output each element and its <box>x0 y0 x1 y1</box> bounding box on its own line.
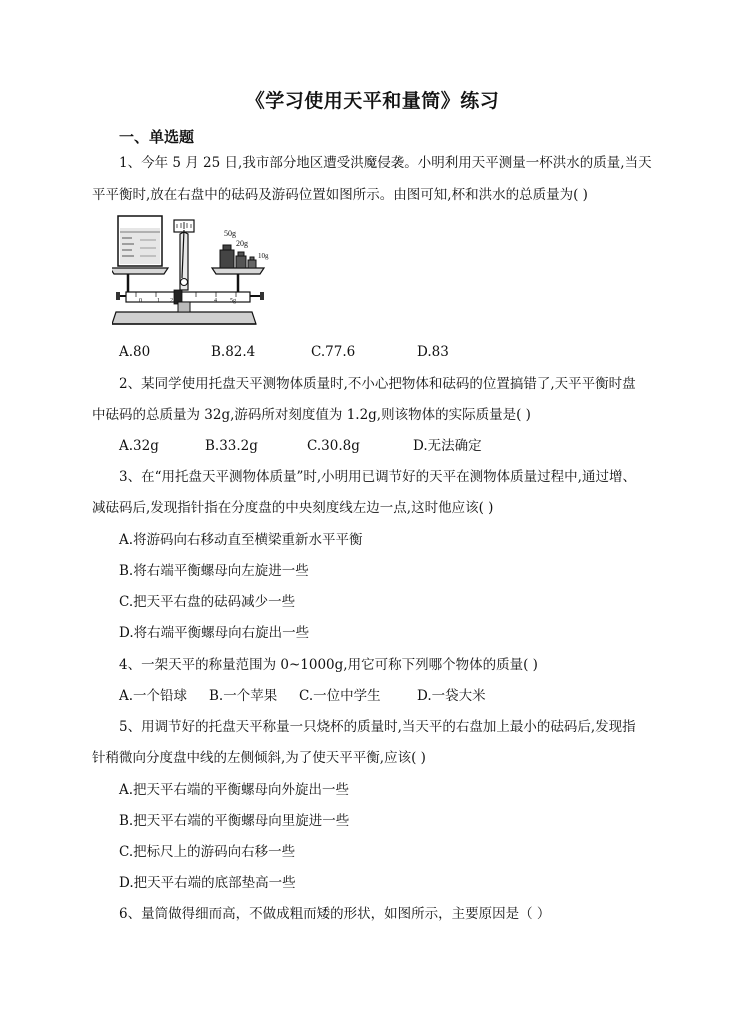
q4-text-line1: 4、一架天平的称量范围为 0~1000g,用它可称下列哪个物体的质量( ) <box>119 657 538 673</box>
scale-label-4: 4 <box>214 298 217 304</box>
q4-option-a[interactable]: A.一个铅球 <box>119 688 188 704</box>
q2-option-c[interactable]: C.30.8g <box>307 438 360 454</box>
scale-label-1: 1 <box>157 298 160 304</box>
q3-option-a[interactable]: A.将游码向右移动直至横梁重新水平平衡 <box>119 532 363 548</box>
weight-label-50g: 50g <box>224 229 236 238</box>
q4-option-b[interactable]: B.一个苹果 <box>209 688 278 704</box>
q3-text-line2: 减砝码后,发现指针指在分度盘的中央刻度线左边一点,这时他应该( ) <box>92 500 494 516</box>
q2-text-line1: 2、某同学使用托盘天平测物体质量时,不小心把物体和砝码的位置搞错了,天平平衡时盘 <box>119 376 636 392</box>
q1-option-d[interactable]: D.83 <box>417 344 449 360</box>
q5-option-a[interactable]: A.把天平右端的平衡螺母向外旋出一些 <box>119 782 350 798</box>
q3-option-c[interactable]: C.把天平右盘的砝码减少一些 <box>119 594 296 610</box>
scale-label-5g: 5g <box>230 298 236 304</box>
q1-text-line1: 1、今年 5 月 25 日,我市部分地区遭受洪魔侵袭。小明利用天平测量一杯洪水的质量,当天 <box>119 155 652 171</box>
q5-option-d[interactable]: D.把天平右端的底部垫高一些 <box>119 875 296 891</box>
q4-option-d[interactable]: D.一袋大米 <box>417 688 486 704</box>
q6-text-line1: 6、量筒做得细而高，不做成粗而矮的形状，如图所示，主要原因是（ ） <box>119 906 551 922</box>
scale-label-0: 0 <box>139 298 142 304</box>
weight-label-20g: 20g <box>236 239 248 248</box>
section-title: 一、单选题 <box>119 128 195 146</box>
page-title: 《学习使用天平和量筒》练习 <box>245 90 500 112</box>
q1-text-line2: 平平衡时,放在右盘中的砝码及游码位置如图所示。由图可知,杯和洪水的总质量为( ) <box>92 187 588 203</box>
q5-text-line1: 5、用调节好的托盘天平称量一只烧杯的质量时,当天平的右盘加上最小的砝码后,发现指 <box>119 719 636 735</box>
q2-option-a[interactable]: A.32g <box>119 438 159 454</box>
beaker-icon <box>118 216 162 266</box>
scale-label-2: 2 <box>170 298 173 304</box>
q5-text-line2: 针稍微向分度盘中线的左侧倾斜,为了使天平平衡,应该( ) <box>92 750 426 766</box>
balance-figure <box>112 212 272 332</box>
q1-option-c[interactable]: C.77.6 <box>311 344 356 360</box>
q4-option-c[interactable]: C.一位中学生 <box>299 688 381 704</box>
q5-option-c[interactable]: C.把标尺上的游码向右移一些 <box>119 844 296 860</box>
q2-text-line2: 中砝码的总质量为 32g,游码所对刻度值为 1.2g,则该物体的实际质量是( ) <box>92 407 531 423</box>
pointer-dial-icon <box>174 220 194 290</box>
q2-option-b[interactable]: B.33.2g <box>205 438 258 454</box>
q1-option-a[interactable]: A.80 <box>119 344 151 360</box>
q3-option-d[interactable]: D.将右端平衡螺母向右旋出一些 <box>119 625 310 641</box>
q3-option-b[interactable]: B.将右端平衡螺母向左旋进一些 <box>119 563 309 579</box>
q2-option-d[interactable]: D.无法确定 <box>413 438 482 454</box>
q1-option-b[interactable]: B.82.4 <box>211 344 256 360</box>
weights-icon <box>220 245 256 268</box>
weight-label-10g: 10g <box>258 252 269 260</box>
q5-option-b[interactable]: B.把天平右端的平衡螺母向里旋进一些 <box>119 813 350 829</box>
q3-text-line1: 3、在“用托盘天平测物体质量”时,小明用已调节好的天平在测物体质量过程中,通过增、 <box>119 469 636 485</box>
